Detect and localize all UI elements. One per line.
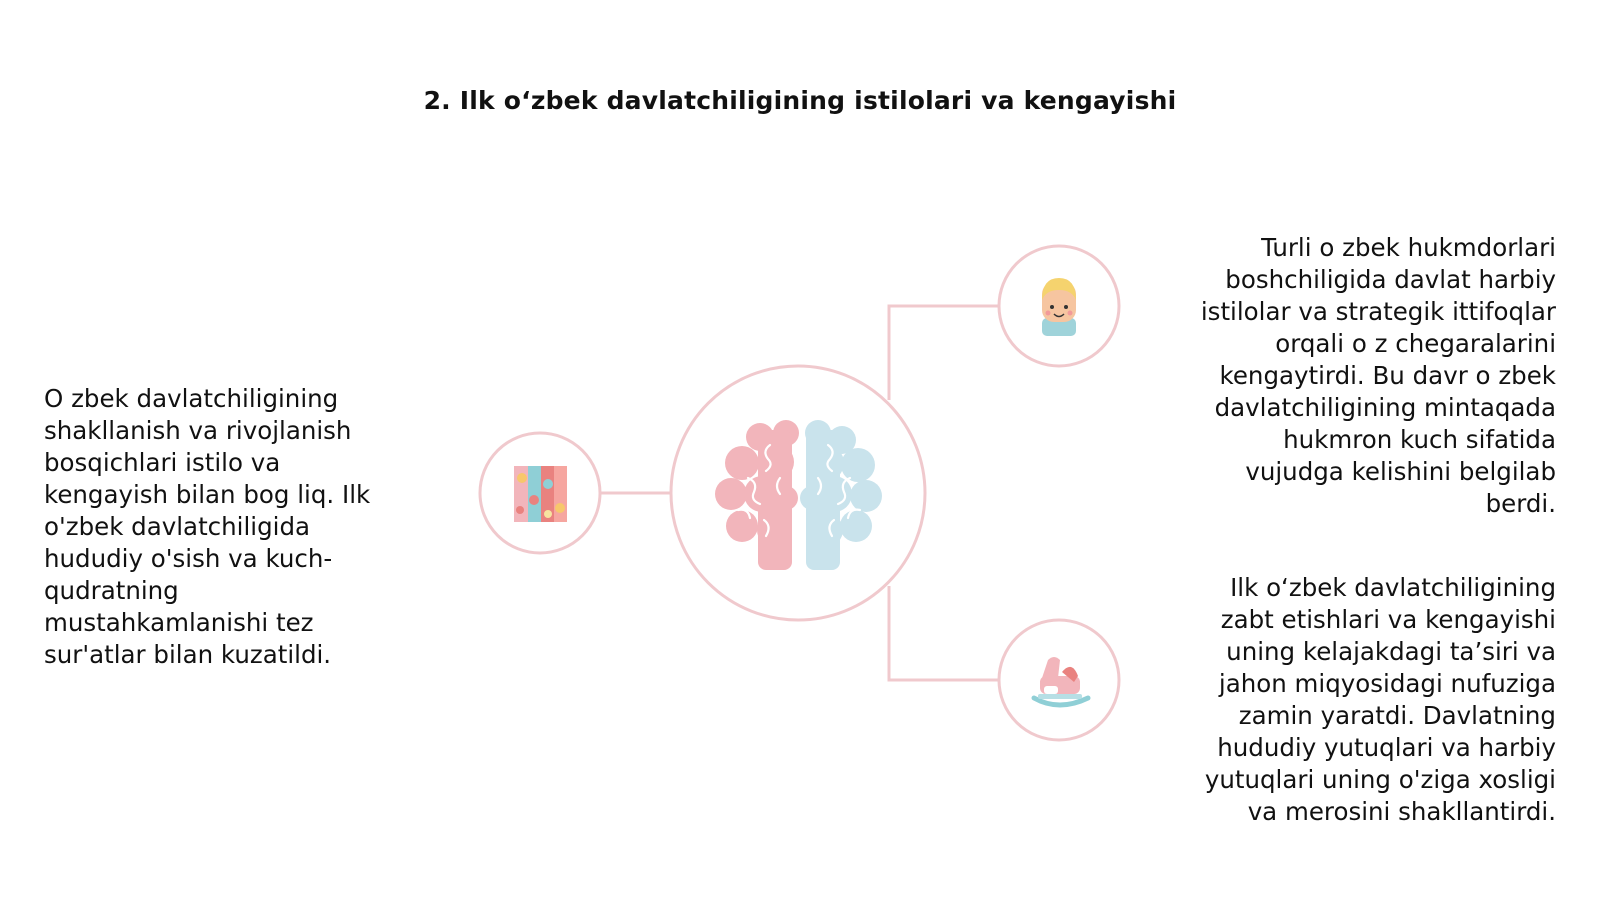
text-line: O zbek davlatchiligining	[44, 384, 339, 413]
puzzle-icon	[514, 466, 567, 522]
connector-top-right	[889, 306, 998, 400]
center-node	[671, 366, 925, 620]
left-text-block	[44, 383, 370, 671]
text-line: sur'atlar bilan kuzatildi.	[44, 640, 332, 669]
text-line: hududiy o'sish va kuch-	[44, 544, 333, 573]
text-line: kengayish bilan bog liq. Ilk	[44, 480, 371, 509]
bottom-right-node	[999, 620, 1119, 740]
bottom-right-text-block	[1205, 572, 1556, 828]
text-line: uning kelajakdagi ta’siri va	[1226, 637, 1556, 666]
text-line: hududiy yutuqlari va harbiy	[1217, 733, 1556, 762]
text-line: o'zbek davlatchiligida	[44, 512, 311, 541]
text-line: hukmron kuch sifatida	[1283, 425, 1556, 454]
text-line: davlatchiligining mintaqada	[1214, 393, 1556, 422]
text-line: shakllanish va rivojlanish	[44, 416, 352, 445]
text-line: kengaytirdi. Bu davr o zbek	[1219, 361, 1556, 390]
text-line: bosqichlari istilo va	[44, 448, 281, 477]
text-line: va merosini shakllantirdi.	[1247, 797, 1556, 826]
text-line: orqali o z chegaralarini	[1275, 329, 1556, 358]
text-line: berdi.	[1485, 489, 1556, 518]
text-line: yutuqlari uning o'ziga xosligi	[1204, 765, 1556, 794]
top-right-text-block	[1201, 232, 1556, 520]
left-node	[480, 433, 600, 553]
text-line: zabt etishlari va kengayishi	[1220, 605, 1556, 634]
connector-bottom-right	[889, 586, 998, 680]
text-line: qudratning	[44, 576, 179, 605]
text-line: mustahkamlanishi tez	[44, 608, 314, 637]
text-line: boshchiligida davlat harbiy	[1225, 265, 1556, 294]
text-line: istilolar va strategik ittifoqlar	[1200, 297, 1556, 326]
child-face-icon	[1042, 278, 1076, 336]
text-line: Turli o zbek hukmdorlari	[1261, 233, 1556, 262]
page-title: 2. Ilk o‘zbek davlatchiligining istilolari va kengayishi	[423, 86, 1177, 115]
text-line: jahon miqyosidagi nufuziga	[1218, 669, 1556, 698]
text-line: zamin yaratdi. Davlatning	[1238, 701, 1556, 730]
top-right-node	[999, 246, 1119, 366]
text-line: Ilk o‘zbek davlatchiligining	[1230, 573, 1556, 602]
text-line: vujudga kelishini belgilab	[1245, 457, 1556, 486]
